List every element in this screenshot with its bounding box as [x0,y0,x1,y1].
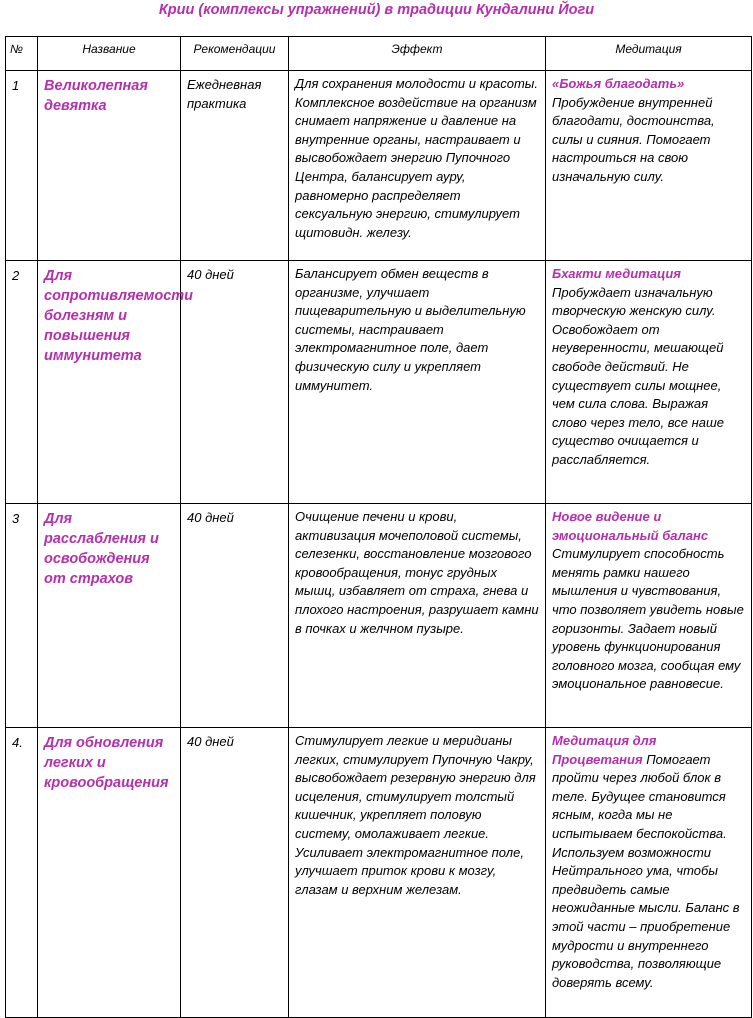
row-meditation [546,261,752,504]
kriya-name: Для обновления легких и кровообращения [44,735,169,791]
row-rec: 40 дней [181,504,289,728]
row-rec: 40 дней [181,261,289,504]
row-meditation [546,504,752,728]
meditation-title: Медитация для Процветания [552,733,657,767]
kriya-table [5,36,752,1018]
row-name [38,504,181,728]
row-num: 3 [6,504,38,728]
table-row [6,71,752,261]
meditation-body: Пробуждает изначальную творческую женскую силу. Освобождает от неуверенности, мешающей свободе действий. Не существует силы мощнее, чем сила слова. Выражая слово через тело, все наше существо очищается и расслабляется. [552,284,724,467]
kriya-name: Для сопротивляемости болезням и повышения иммунитета [44,268,194,364]
row-effect: Стимулирует легкие и меридианы легких, стимулирует Пупочную Чакру, высвобождает резервную энергию для исцеления, стимулирует толстый кишечник, укрепляет половую систему, омолаживает легкие. Усиливает электромагнитное поле, улучшает приток крови к мозгу, глазам и верхним железам. [289,728,546,1018]
meditation-title: Бхакти медитация [552,266,681,281]
kriya-name: Великолепная девятка [44,78,148,114]
row-num: 2 [6,261,38,504]
kriya-name: Для расслабления и освобождения от страхов [44,511,159,587]
row-name [38,728,181,1018]
row-meditation [546,728,752,1018]
meditation-body: Пробуждение внутренней благодати, достоинства, силы и сияния. Помогает настроиться на свою изначальную силу. [552,94,715,184]
row-name [38,71,181,261]
row-rec: Ежедневная практика [181,71,289,261]
table-header-row [6,37,752,71]
row-num: 4. [6,728,38,1018]
meditation-title: Новое видение и эмоциональный баланс [552,509,709,543]
row-effect: Для сохранения молодости и красоты. Комплексное воздействие на организм снимает напряжение и давление на внутренние органы, настраивает и высвобождает энергию Пупочного Центра, балансирует ауру, равномерно распределяет сексуальную энергию, стимулирует щитовидн. железу. [289,71,546,261]
header-meditation: Медитация [546,37,752,71]
header-name: Название [38,37,181,71]
meditation-title: «Божья благодать» [552,76,685,91]
meditation-body: Помогает пройти через любой блок в теле. Будущее становится ясным, когда мы не испытываем беспокойства. Используем возможности Нейтрального ума, чтобы предвидеть самые неожиданные мысли. Баланс в этой части – приобретение мудрости и внутреннего руководства, позволяющие доверять всему. [552,751,740,990]
table-row [6,261,752,504]
header-effect: Эффект [289,37,546,71]
row-name [38,261,194,504]
row-effect: Балансирует обмен веществ в организме, улучшает пищеварительную и выделительную системы, настраивает электромагнитное поле, дает физическую силу и укрепляет иммунитет. [289,261,546,504]
meditation-body: Стимулирует способность менять рамки нашего мышления и чувствования, что позволяет увидеть новые горизонты. Задает новый уровень функционирования головного мозга, сообщая ему эмоциональное равновесие. [552,546,744,692]
table-row [6,504,752,728]
row-meditation [546,71,752,261]
row-num: 1 [6,71,38,261]
header-num: № [6,37,38,71]
row-rec: 40 дней [181,728,289,1018]
table-row [6,728,752,1018]
header-rec: Рекомендации [181,37,289,71]
page-title: Крии (комплексы упражнений) в традиции Кундалини Йоги [158,2,595,18]
row-effect: Очищение печени и крови, активизация мочеполовой системы, селезенки, восстановление мозгового кровообращения, тонус грудных мышц, избавляет от страха, гнева и плохого настроения, разрушает камни в почках и желчном пузыре. [289,504,546,728]
